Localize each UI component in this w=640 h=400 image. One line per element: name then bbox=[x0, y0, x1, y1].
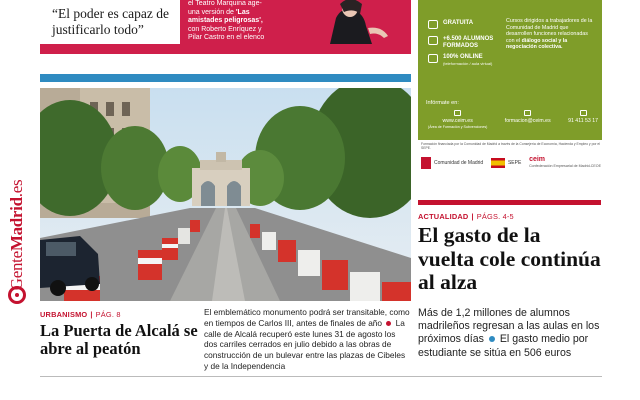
quote-box bbox=[40, 0, 180, 44]
ad-feature-head: 100% ONLINE bbox=[443, 54, 483, 60]
euro-icon bbox=[428, 20, 438, 29]
sponsor-sepe-label: SEPE bbox=[507, 160, 522, 166]
ad-description bbox=[506, 18, 594, 51]
teaser-line-4: Pilar Castro en el elenco bbox=[188, 34, 265, 42]
sponsor-ceim-label: ceim bbox=[529, 156, 546, 163]
ad-feature-online bbox=[428, 54, 492, 67]
ad-contact-email[interactable] bbox=[505, 110, 551, 130]
training-courses-ad[interactable] bbox=[418, 0, 602, 140]
right-article-kicker: ACTUALIDAD | PÁGS. 4-5 bbox=[418, 212, 514, 221]
ad-sponsor-logos bbox=[421, 152, 601, 174]
ad-contacts bbox=[428, 110, 598, 130]
ad-feature-students bbox=[428, 36, 493, 50]
teaser-quote: “El poder es capaz de justificarlo todo” bbox=[52, 6, 169, 37]
ministerio-logo bbox=[491, 158, 521, 168]
right-article-body-part2: El gasto medio por estudiante se sitúa en 506 euros bbox=[418, 333, 589, 359]
left-article-body bbox=[204, 307, 410, 372]
gentemadrid-logo-icon bbox=[8, 286, 26, 304]
right-article-body bbox=[418, 307, 603, 360]
laptop-icon bbox=[428, 54, 438, 63]
madrid-flag-icon bbox=[421, 157, 431, 169]
right-article-headline[interactable]: El gasto de la vuelta cole continúa al alza bbox=[418, 223, 601, 295]
left-article-body-part1: El emblemático monumento podrá ser transitable, como en tiempos de Carlos III, antes de finales de año bbox=[204, 307, 410, 328]
ad-description-bold: diálogo social y la negociación colectiva. bbox=[506, 37, 568, 51]
ad-funding-note: Formación financiada por la Comunidad de Madrid a través de la Consejería de Economía, Hacienda y Empleo y por el SEPE. bbox=[421, 142, 601, 151]
teaser-body bbox=[188, 0, 282, 44]
ad-contact-web[interactable] bbox=[428, 110, 487, 130]
graduation-cap-icon bbox=[428, 36, 438, 45]
ad-feature-head: +6.500 ALUMNOS bbox=[443, 36, 494, 42]
puerta-de-alcala-photo[interactable] bbox=[40, 88, 411, 301]
masthead-domain: .es bbox=[7, 179, 26, 198]
ad-contact-phone-text: 91 411 53 17 bbox=[568, 118, 598, 124]
ad-contact-phone[interactable] bbox=[568, 110, 598, 130]
left-article-headline[interactable]: La Puerta de Alcalá se abre al peatón bbox=[40, 321, 198, 358]
left-article-kicker: URBANISMO | PÁG. 8 bbox=[40, 310, 121, 319]
ad-contact-web-sub: (Área de Formación y Subvenciones) bbox=[428, 125, 488, 129]
teaser-line-1: el Teatro Marquina age- bbox=[188, 0, 262, 7]
left-article-section: URBANISMO bbox=[40, 310, 88, 319]
bullet-icon bbox=[489, 336, 495, 342]
bullet-icon bbox=[386, 321, 391, 326]
right-article-section: ACTUALIDAD bbox=[418, 212, 469, 221]
ad-contact-web-text: www.ceim.es bbox=[442, 118, 473, 124]
ad-feature-sub: (teleformación / aula virtual) bbox=[443, 61, 493, 66]
actress-photo bbox=[284, 0, 406, 44]
phone-icon bbox=[580, 110, 587, 116]
ad-feature-head: GRATUITA bbox=[443, 20, 474, 26]
masthead bbox=[6, 160, 28, 310]
culture-teaser-banner[interactable] bbox=[40, 0, 411, 54]
section-divider-blue bbox=[40, 74, 411, 82]
bottom-divider bbox=[40, 376, 602, 377]
right-article-body-part1: Más de 1,2 millones de alumnos madrileños regresan a las aulas en los próximos días bbox=[418, 307, 600, 346]
masthead-name-light: Gente bbox=[7, 251, 26, 291]
mail-icon bbox=[524, 110, 531, 116]
teaser-line-2: una versión de bbox=[188, 8, 236, 16]
ad-feature-sub: FORMADOS bbox=[443, 43, 478, 49]
ad-info-label: Infórmate en: bbox=[426, 100, 459, 106]
teaser-play-title: 'Las amistades peligrosas', bbox=[188, 8, 263, 25]
ad-feature-free bbox=[428, 20, 473, 29]
ad-contact-email-text: formacion@ceim.es bbox=[504, 118, 551, 124]
masthead-logo-text bbox=[7, 180, 27, 291]
left-article-page: PÁG. 8 bbox=[95, 310, 121, 319]
sponsor-madrid-label: Comunidad de Madrid bbox=[434, 160, 484, 166]
sponsor-ceim-sub: Confederación Empresarial de Madrid-CEOE bbox=[529, 164, 601, 168]
teaser-line-3: con Roberto Enríquez y bbox=[188, 25, 262, 33]
ad-description-text: Cursos dirigidos a trabajadores de la Comunidad de Madrid que desarrollen funciones relacionadas con el bbox=[506, 18, 593, 44]
masthead-name-strong: Madrid bbox=[7, 197, 26, 252]
spain-flag-icon bbox=[491, 158, 505, 168]
globe-icon bbox=[454, 110, 461, 116]
left-article-body-part2: La calle de Alcalá recuperó este lunes 31 de agosto los dos carriles cerrados en julio debido a las obras de construcción de un bulevar entre las plazas de Cibeles y de la Independencia bbox=[204, 317, 406, 371]
ceim-logo bbox=[529, 157, 601, 169]
section-divider-red bbox=[418, 200, 601, 205]
right-article-page: PÁGS. 4-5 bbox=[476, 212, 514, 221]
comunidad-madrid-logo bbox=[421, 157, 483, 169]
